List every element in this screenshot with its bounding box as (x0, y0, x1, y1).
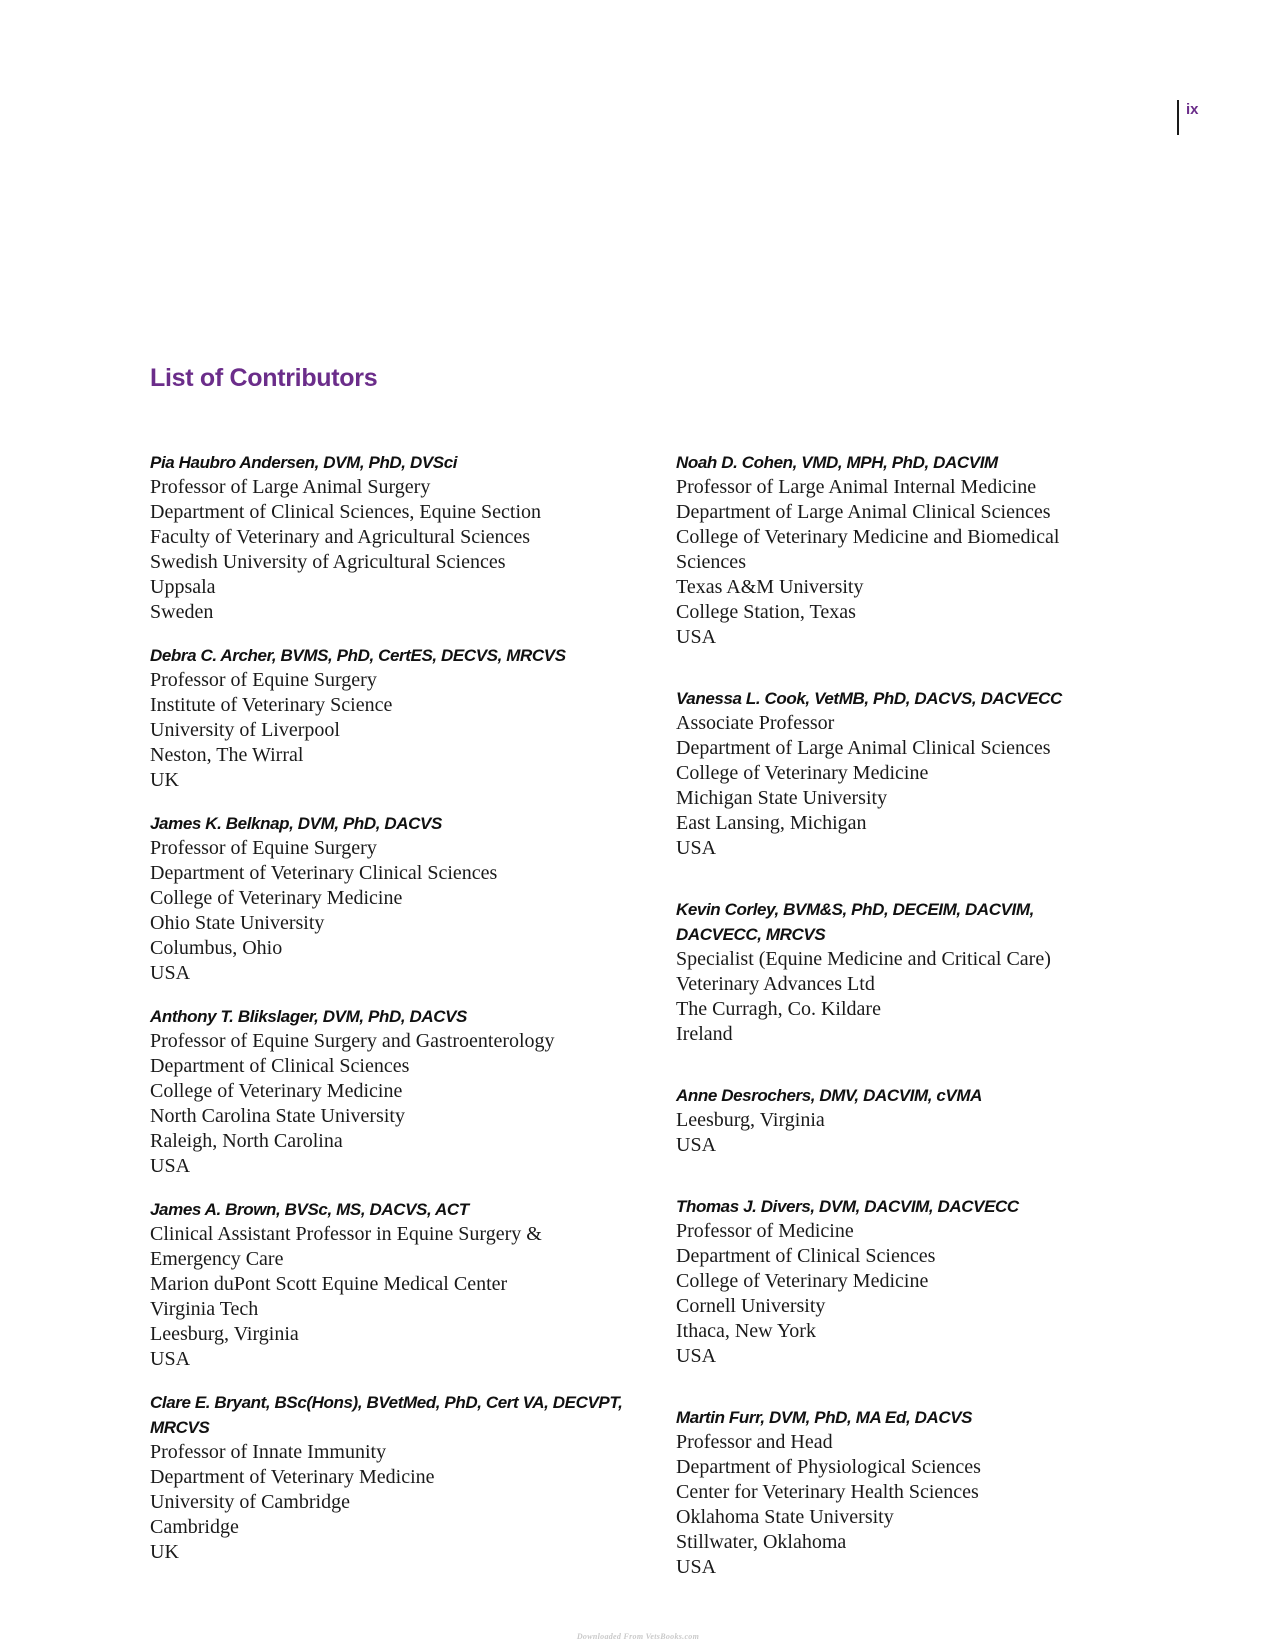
affiliation-line: Virginia Tech (150, 1298, 259, 1320)
affiliation-line: University of Liverpool (150, 719, 340, 741)
contributor-entry (150, 1197, 650, 1372)
affiliation-line: Professor and Head (676, 1431, 833, 1453)
contributor-entry (676, 897, 1116, 1047)
affiliation-line: Department of Clinical Sciences (150, 1055, 410, 1077)
affiliation-line: USA (150, 962, 191, 984)
contributor-entry (676, 1194, 1116, 1369)
affiliation-line: Specialist (Equine Medicine and Critical Care) (676, 948, 1051, 970)
contributor-name: Thomas J. Divers, DVM, DACVIM, DACVECC (676, 1197, 1019, 1216)
affiliation-line: Center for Veterinary Health Sciences (676, 1481, 979, 1503)
contributors-right-column (676, 450, 1116, 1616)
affiliation-line: University of Cambridge (150, 1491, 350, 1513)
affiliation-line: Professor of Large Animal Surgery (150, 476, 431, 498)
affiliation-line: Veterinary Advances Ltd (676, 973, 875, 995)
contributor-name: Martin Furr, DVM, PhD, MA Ed, DACVS (676, 1408, 973, 1427)
contributor-name: James K. Belknap, DVM, PhD, DACVS (150, 814, 442, 833)
page-number-rule (1177, 100, 1179, 135)
contributor-entry (150, 1390, 650, 1565)
affiliation-line: Institute of Veterinary Science (150, 694, 393, 716)
affiliation-line: The Curragh, Co. Kildare (676, 998, 881, 1020)
affiliation-line: Department of Clinical Sciences (676, 1245, 936, 1267)
affiliation-line: Professor of Large Animal Internal Medicine (676, 476, 1037, 498)
contributors-left-column (150, 450, 650, 1583)
affiliation-line: UK (150, 1541, 179, 1563)
contributor-entry (676, 686, 1116, 861)
affiliation-line: Leesburg, Virginia (150, 1323, 299, 1345)
affiliation-line: Faculty of Veterinary and Agricultural Sciences (150, 526, 531, 548)
affiliation-line: East Lansing, Michigan (676, 812, 867, 834)
affiliation-line: Marion duPont Scott Equine Medical Center (150, 1273, 508, 1295)
contributor-name: Debra C. Archer, BVMS, PhD, CertES, DECVS, MRCVS (150, 646, 566, 665)
affiliation-line: College of Veterinary Medicine (150, 887, 403, 909)
affiliation-line: Leesburg, Virginia (676, 1109, 825, 1131)
affiliation-line: Cambridge (150, 1516, 239, 1538)
affiliation-line: USA (676, 1556, 717, 1578)
contributor-name: Pia Haubro Andersen, DVM, PhD, DVSci (150, 453, 458, 472)
affiliation-line: Professor of Equine Surgery and Gastroenterology (150, 1030, 555, 1052)
affiliation-line: College Station, Texas (676, 601, 856, 623)
affiliation-line: USA (150, 1155, 191, 1177)
contributor-entry (676, 1405, 1116, 1580)
affiliation-line: Professor of Innate Immunity (150, 1441, 387, 1463)
affiliation-line: Columbus, Ohio (150, 937, 283, 959)
footer-watermark: Downloaded From VetsBooks.com (576, 1632, 700, 1641)
contributor-name: Anne Desrochers, DMV, DACVIM, cVMA (676, 1086, 983, 1105)
contributor-entry (676, 1083, 1116, 1158)
affiliation-line: College of Veterinary Medicine (676, 1270, 929, 1292)
affiliation-line: Department of Veterinary Clinical Sciences (150, 862, 498, 884)
affiliation-line: Stillwater, Oklahoma (676, 1531, 847, 1553)
affiliation-line: College of Veterinary Medicine (150, 1080, 403, 1102)
contributor-entry (150, 811, 650, 986)
contributor-name: James A. Brown, BVSc, MS, DACVS, ACT (150, 1200, 469, 1219)
contributor-name: Noah D. Cohen, VMD, MPH, PhD, DACVIM (676, 453, 998, 472)
affiliation-line: Cornell University (676, 1295, 826, 1317)
affiliation-line: Emergency Care (150, 1248, 284, 1270)
affiliation-line: USA (676, 1345, 717, 1367)
contributor-name: Vanessa L. Cook, VetMB, PhD, DACVS, DACVECC (676, 689, 1062, 708)
contributor-name: Clare E. Bryant, BSc(Hons), BVetMed, PhD, Cert VA, DECVPT, MRCVS (150, 1393, 623, 1437)
affiliation-line: Michigan State University (676, 787, 888, 809)
affiliation-line: College of Veterinary Medicine (676, 762, 929, 784)
affiliation-line: USA (150, 1348, 191, 1370)
affiliation-line: Department of Large Animal Clinical Sciences (676, 737, 1051, 759)
affiliation-line: Uppsala (150, 576, 216, 598)
contributor-entry (150, 643, 650, 793)
contributor-name: Kevin Corley, BVM&S, PhD, DECEIM, DACVIM, DACVECC, MRCVS (676, 900, 1034, 944)
contributor-name: Anthony T. Blikslager, DVM, PhD, DACVS (150, 1007, 467, 1026)
page-number: ix (1186, 101, 1199, 118)
affiliation-line: USA (676, 626, 717, 648)
affiliation-line: Department of Clinical Sciences, Equine Section (150, 501, 541, 523)
affiliation-line: Swedish University of Agricultural Sciences (150, 551, 506, 573)
affiliation-line: Professor of Equine Surgery (150, 837, 377, 859)
affiliation-line: Ohio State University (150, 912, 325, 934)
affiliation-line: UK (150, 769, 179, 791)
affiliation-line: USA (676, 837, 717, 859)
affiliation-line: Department of Large Animal Clinical Sciences (676, 501, 1051, 523)
affiliation-line: College of Veterinary Medicine and Biomedical (676, 526, 1060, 548)
page-title: List of Contributors (150, 364, 378, 392)
affiliation-line: Professor of Equine Surgery (150, 669, 377, 691)
affiliation-line: Ithaca, New York (676, 1320, 816, 1342)
affiliation-line: North Carolina State University (150, 1105, 405, 1127)
affiliation-line: USA (676, 1134, 717, 1156)
affiliation-line: Professor of Medicine (676, 1220, 854, 1242)
affiliation-line: Texas A&M University (676, 576, 864, 598)
affiliation-line: Ireland (676, 1023, 733, 1045)
affiliation-line: Clinical Assistant Professor in Equine Surgery & (150, 1223, 542, 1245)
affiliation-line: Neston, The Wirral (150, 744, 304, 766)
affiliation-line: Sweden (150, 601, 214, 623)
contributor-entry (676, 450, 1116, 650)
affiliation-line: Department of Physiological Sciences (676, 1456, 981, 1478)
contributor-entry (150, 1004, 650, 1179)
affiliation-line: Sciences (676, 551, 746, 573)
contributor-entry (150, 450, 650, 625)
affiliation-line: Department of Veterinary Medicine (150, 1466, 435, 1488)
affiliation-line: Associate Professor (676, 712, 835, 734)
affiliation-line: Oklahoma State University (676, 1506, 894, 1528)
affiliation-line: Raleigh, North Carolina (150, 1130, 343, 1152)
